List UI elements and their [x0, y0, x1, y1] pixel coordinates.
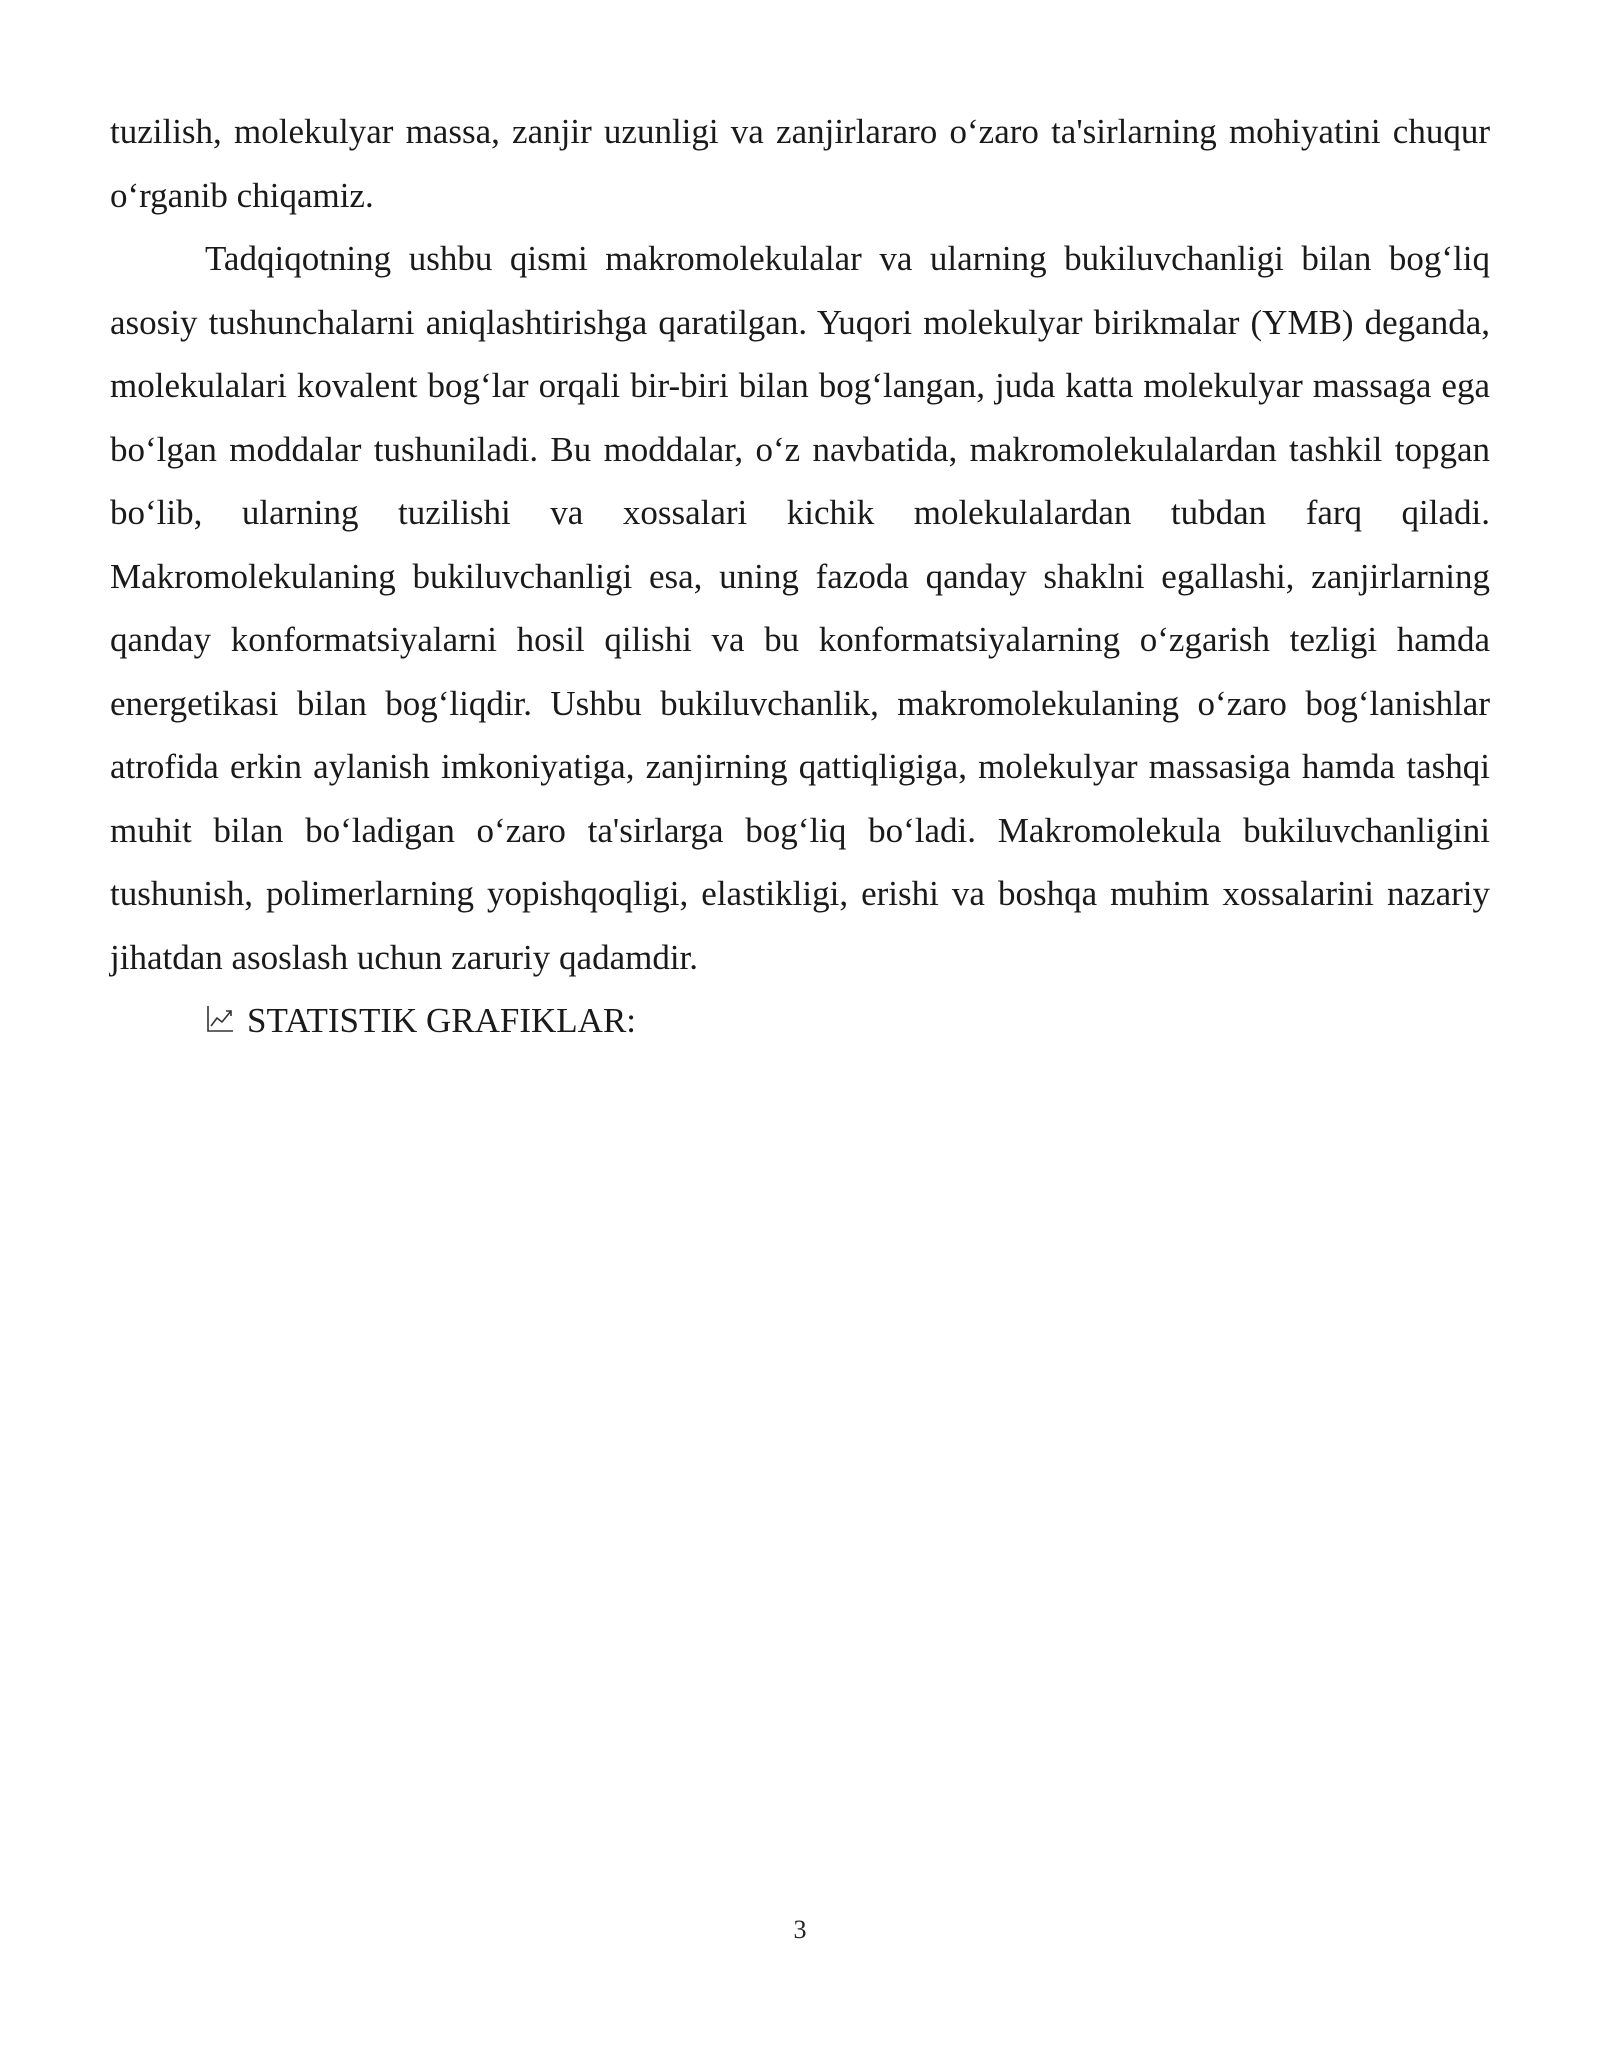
document-page: [110, 100, 1490, 1053]
paragraph-continuation: tuzilish, molekulyar massa, zanjir uzunligi va zanjirlararo o‘zaro ta'sirlarning mohiyatini chuqur o‘rganib chiqamiz.: [110, 112, 1490, 215]
page-number: 3: [793, 1915, 807, 1944]
paragraph-main: Tadqiqotning ushbu qismi makromolekulalar va ularning bukiluvchanligi bilan bog‘liq asosiy tushunchalarni aniqlashtirishga qaratilgan. Yuqori molekulyar birikmalar (YMB) deganda, molekulalari kovalent bog‘lar orqali bir-biri bilan bog‘langan, juda katta molekulyar massaga ega bo‘lgan moddalar tushuniladi. Bu moddalar, o‘z navbatida, makromolekulalardan tashkil topgan bo‘lib, ularning tuzilishi va xossalari kichik molekulalardan tubdan farq qiladi. Makromolekulaning bukiluvchanligi esa, uning fazoda qanday shaklni egallashi, zanjirlarning qanday konformatsiyalarni hosil qilishi va bu konformatsiyalarning o‘zgarish tezligi hamda energetikasi bilan bog‘liqdir. Ushbu bukiluvchanlik, makromolekulaning o‘zaro bog‘lanishlar atrofida erkin aylanish imkoniyatiga, zanjirning qattiqligiga, molekulyar massasiga hamda tashqi muhit bilan bo‘ladigan o‘zaro ta'sirlarga bog‘liq bo‘ladi. Makromolekula bukiluvchanligini tushunish, polimerlarning yopishqoqligi, elastikligi, erishi va boshqa muhim xossalarini nazariy jihatdan asoslash uchun zaruriy qadamdir.: [110, 239, 1490, 977]
chart-increasing-icon: [205, 1004, 235, 1034]
section-heading-text: STATISTIK GRAFIKLAR:: [247, 1001, 637, 1040]
section-heading: [110, 989, 1490, 1053]
